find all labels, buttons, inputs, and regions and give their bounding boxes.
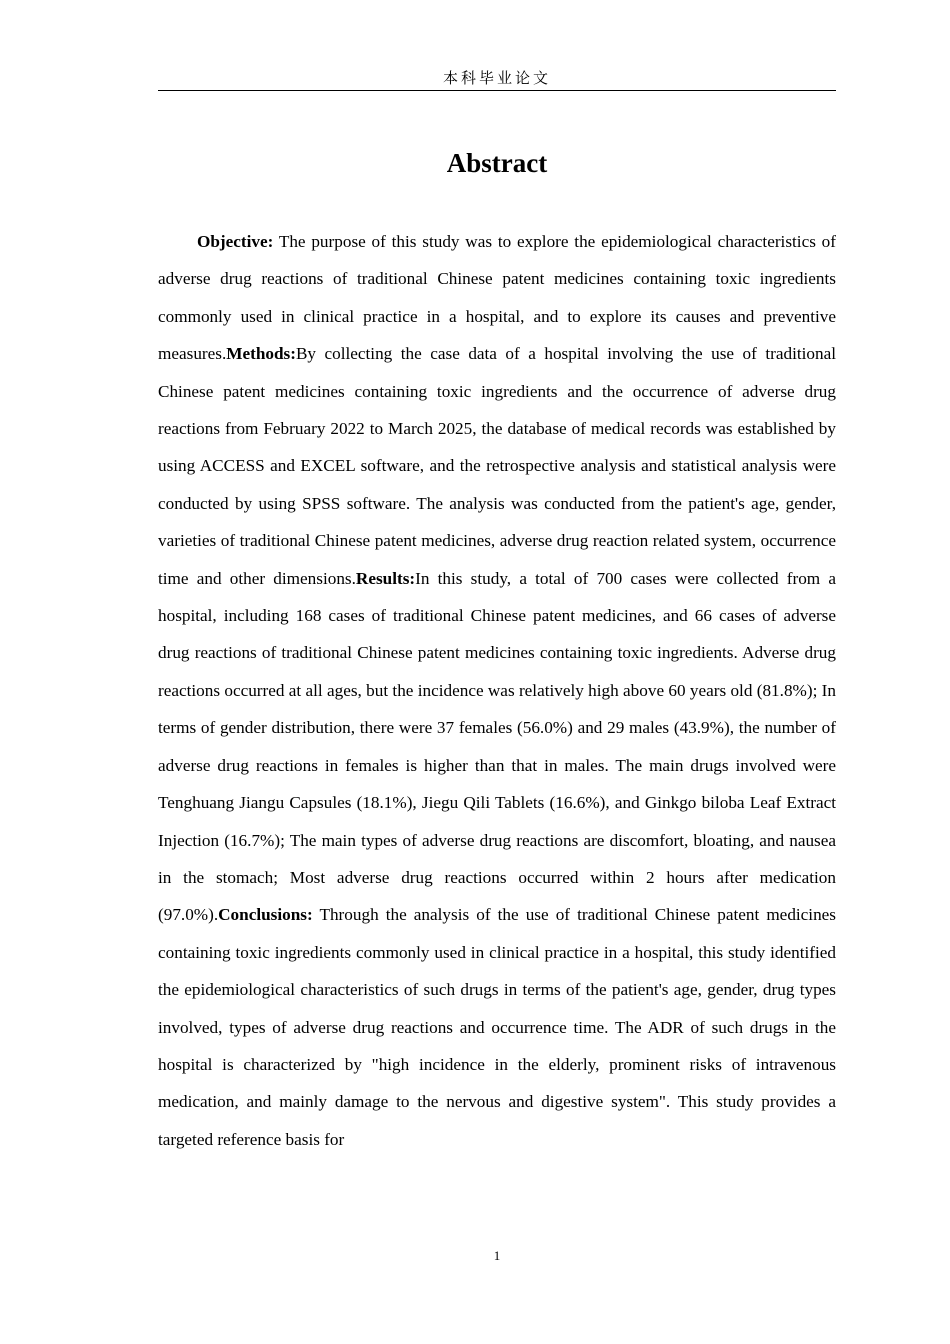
abstract-title: Abstract <box>446 148 548 178</box>
methods-text: By collecting the case data of a hospital involving the use of traditional Chinese patent medicines containing toxic ingredients and the occurrence of adverse drug reactions from February 2022 to March 2025, the database of medical records was established by using ACCESS and EXCEL software, and the retrospective analysis and statistical analysis were conducted by using SPSS software. The analysis was conducted from the patient's age, gender, varieties of traditional Chinese patent medicines, adverse drug reaction related system, occurrence time and other dimensions. <box>158 344 836 588</box>
objective-label: Objective: <box>197 232 274 251</box>
conclusions-text: Through the analysis of the use of traditional Chinese patent medicines containing toxic ingredients commonly used in clinical practice in a hospital, this study identified the epidemiological characteristics of such drugs in terms of the patient's age, gender, drug types involved, types of adverse drug reactions and occurrence time. The ADR of such drugs in the hospital is characterized by "high incidence in the elderly, prominent risks of intravenous medication, and mainly damage to the nervous and digestive system". This study provides a targeted reference basis for <box>158 905 836 1149</box>
results-text: In this study, a total of 700 cases were collected from a hospital, including 168 cases of traditional Chinese patent medicines, and 66 cases of adverse drug reactions of traditional Chinese patent medicines containing toxic ingredients. Adverse drug reactions occurred at all ages, but the incidence was relatively high above 60 years old (81.8%); In terms of gender distribution, there were 37 females (56.0%) and 29 males (43.9%), the number of adverse drug reactions in females is higher than that in males. The main drugs involved were Tenghuang Jiangu Capsules (18.1%), Jiegu Qili Tablets (16.6%), and Ginkgo biloba Leaf Extract Injection (16.7%); The main types of adverse drug reactions are discomfort, bloating, and nausea in the stomach; Most adverse drug reactions occurred within 2 hours after medication (97.0%). <box>158 568 836 925</box>
results-label: Results: <box>355 568 416 588</box>
running-header: 本科毕业论文 <box>158 66 836 91</box>
abstract-paragraph <box>158 223 836 1158</box>
page-number: 1 <box>493 1248 501 1263</box>
objective-text: The purpose of this study was to explore the epidemiological characteristics of adverse drug reactions of traditional Chinese patent medicines containing toxic ingredients commonly used in clinical practice in a hospital, and to explore its causes and preventive measures. <box>158 232 836 364</box>
methods-label: Methods: <box>226 344 296 364</box>
conclusions-label: Conclusions: <box>218 905 313 925</box>
